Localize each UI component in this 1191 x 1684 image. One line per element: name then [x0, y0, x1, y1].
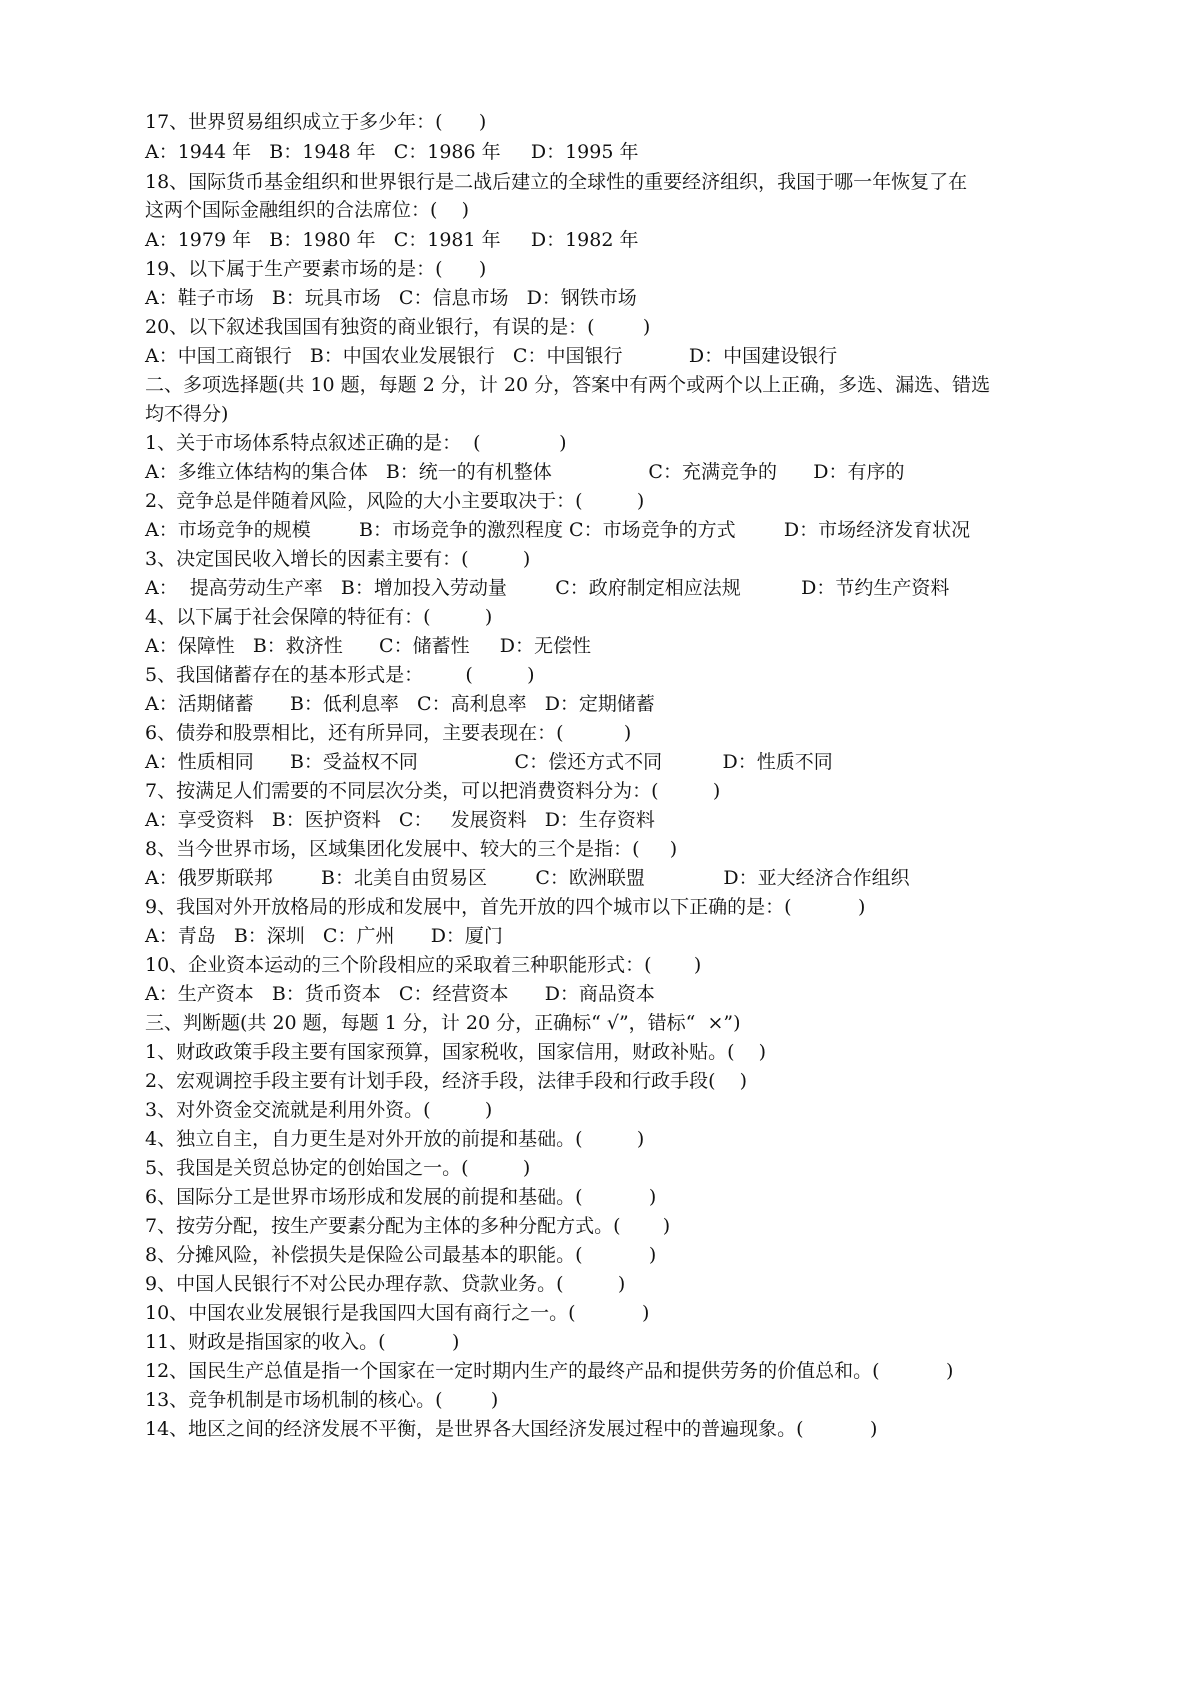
mc-question-3: 3、决定国民收入增长的因素主要有：( )	[145, 548, 531, 570]
section-2-heading: 二、多项选择题(共 10 题，每题 2 分，计 20 分，答案中有两个或两个以上正确，多选、漏选、错选	[145, 374, 991, 396]
tf-question-7: 7、按劳分配，按生产要素分配为主体的多种分配方式。( )	[145, 1215, 671, 1237]
mc-question-1: 1、关于市场体系特点叙述正确的是： ( )	[145, 432, 567, 454]
mc-question-2-options: A：市场竞争的规模 B：市场竞争的激烈程度 C：市场竞争的方式 D：市场经济发育状况	[145, 519, 971, 541]
question-20-options: A：中国工商银行 B：中国农业发展银行 C：中国银行 D：中国建设银行	[145, 345, 838, 367]
tf-question-9: 9、中国人民银行不对公民办理存款、贷款业务。( )	[145, 1273, 626, 1295]
mc-question-9: 9、我国对外开放格局的形成和发展中，首先开放的四个城市以下正确的是：( )	[145, 896, 866, 918]
mc-question-7: 7、按满足人们需要的不同层次分类，可以把消费资料分为：( )	[145, 780, 721, 802]
tf-question-3: 3、对外资金交流就是利用外资。( )	[145, 1099, 493, 1121]
question-18-cont: 这两个国际金融组织的合法席位：( )	[145, 199, 469, 221]
mc-question-6: 6、债券和股票相比，还有所异同，主要表现在：( )	[145, 722, 632, 744]
mc-question-7-options: A：享受资料 B：医护资料 C： 发展资料 D：生存资料	[145, 809, 655, 831]
tf-question-14: 14、地区之间的经济发展不平衡，是世界各大国经济发展过程中的普遍现象。( )	[145, 1418, 878, 1440]
section-3-heading: 三、判断题(共 20 题，每题 1 分，计 20 分，正确标“ √”，错标“ ×”)	[145, 1012, 741, 1034]
tf-question-13: 13、竞争机制是市场机制的核心。( )	[145, 1389, 499, 1411]
question-18: 18、国际货币基金组织和世界银行是二战后建立的全球性的重要经济组织，我国于哪一年恢复了在	[145, 171, 968, 193]
mc-question-9-options: A：青岛 B：深圳 C：广州 D：厦门	[145, 925, 503, 947]
mc-question-5: 5、我国储蓄存在的基本形式是： ( )	[145, 664, 535, 686]
question-17: 17、世界贸易组织成立于多少年：( )	[145, 111, 487, 133]
question-19: 19、以下属于生产要素市场的是：( )	[145, 258, 487, 280]
mc-question-10: 10、企业资本运动的三个阶段相应的采取着三种职能形式：( )	[145, 954, 702, 976]
tf-question-4: 4、独立自主，自力更生是对外开放的前提和基础。( )	[145, 1128, 645, 1150]
question-18-options: A：1979 年 B：1980 年 C：1981 年 D：1982 年	[145, 229, 639, 251]
mc-question-4: 4、以下属于社会保障的特征有：( )	[145, 606, 493, 628]
section-2-heading-cont: 均不得分)	[145, 403, 229, 425]
mc-question-4-options: A：保障性 B：救济性 C：储蓄性 D：无偿性	[145, 635, 592, 657]
tf-question-5: 5、我国是关贸总协定的创始国之一。( )	[145, 1157, 531, 1179]
question-20: 20、以下叙述我国国有独资的商业银行，有误的是：( )	[145, 316, 651, 338]
mc-question-10-options: A：生产资本 B：货币资本 C：经营资本 D：商品资本	[145, 983, 655, 1005]
question-17-options: A：1944 年 B：1948 年 C：1986 年 D：1995 年	[145, 141, 639, 163]
tf-question-2: 2、宏观调控手段主要有计划手段，经济手段，法律手段和行政手段( )	[145, 1070, 748, 1092]
mc-question-8: 8、当今世界市场，区域集团化发展中、较大的三个是指：( )	[145, 838, 678, 860]
mc-question-6-options: A：性质相同 B：受益权不同 C：偿还方式不同 D：性质不同	[145, 751, 833, 773]
tf-question-11: 11、财政是指国家的收入。( )	[145, 1331, 460, 1353]
tf-question-10: 10、中国农业发展银行是我国四大国有商行之一。( )	[145, 1302, 650, 1324]
mc-question-3-options: A： 提高劳动生产率 B：增加投入劳动量 C：政府制定相应法规 D：节约生产资料	[145, 577, 950, 599]
mc-question-1-options: A：多维立体结构的集合体 B：统一的有机整体 C：充满竞争的 D：有序的	[145, 461, 905, 483]
tf-question-12: 12、国民生产总值是指一个国家在一定时期内生产的最终产品和提供劳务的价值总和。( )	[145, 1360, 954, 1382]
mc-question-5-options: A：活期储蓄 B：低利息率 C：高利息率 D：定期储蓄	[145, 693, 655, 715]
tf-question-8: 8、分摊风险，补偿损失是保险公司最基本的职能。( )	[145, 1244, 657, 1266]
mc-question-2: 2、竞争总是伴随着风险，风险的大小主要取决于：( )	[145, 490, 645, 512]
mc-question-8-options: A：俄罗斯联邦 B：北美自由贸易区 C：欧洲联盟 D：亚大经济合作组织	[145, 867, 910, 889]
tf-question-6: 6、国际分工是世界市场形成和发展的前提和基础。( )	[145, 1186, 657, 1208]
question-19-options: A：鞋子市场 B：玩具市场 C：信息市场 D：钢铁市场	[145, 287, 637, 309]
tf-question-1: 1、财政政策手段主要有国家预算，国家税收，国家信用，财政补贴。( )	[145, 1041, 767, 1063]
